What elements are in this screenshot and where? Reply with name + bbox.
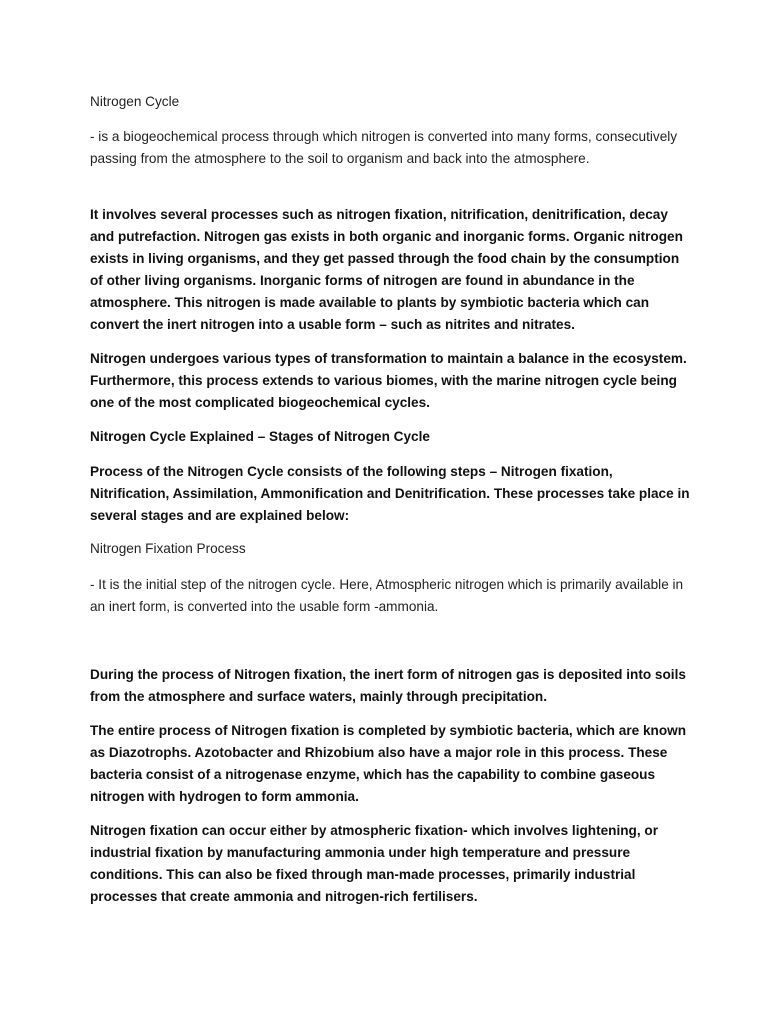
deposition-paragraph: During the process of Nitrogen fixation, the inert form of nitrogen gas is deposited into soils from the atmosphere and surface waters, mainly through precipitation. xyxy=(90,667,686,704)
fixation-subheading: Nitrogen Fixation Process xyxy=(90,541,246,556)
transformation-paragraph: Nitrogen undergoes various types of transformation to maintain a balance in the ecosystem. Furthermore, this process extends to various biomes, with the marine nitrogen cycle being one of the most complicated biogeochemical cycles. xyxy=(90,351,687,410)
processes-paragraph: It involves several processes such as nitrogen fixation, nitrification, denitrification, decay and putrefaction. Nitrogen gas exists in both organic and inorganic forms. Organic nitrogen exists in living organisms, and they get passed through the food chain by the consumption of other living organisms. Inorganic forms of nitrogen are found in abundance in the atmosphere. This nitrogen is made available to plants by symbiotic bacteria which can convert the inert nitrogen into a usable form – such as nitrites and nitrates. xyxy=(90,207,683,332)
fixation-types-paragraph: Nitrogen fixation can occur either by atmospheric fixation- which involves lightening, or industrial fixation by manufacturing ammonia under high temperature and pressure conditions. This can also be fixed through man-made processes, primarily industrial processes that create ammonia and nitrogen-rich fertilisers. xyxy=(90,823,659,904)
stages-heading: Nitrogen Cycle Explained – Stages of Nitrogen Cycle xyxy=(90,429,430,444)
steps-paragraph: Process of the Nitrogen Cycle consists of the following steps – Nitrogen fixation, Nitrification, Assimilation, Ammonification and Denitrification. These processes take place in several stages and are explained below: xyxy=(90,464,690,523)
document-title: Nitrogen Cycle xyxy=(90,94,180,109)
definition-paragraph: - is a biogeochemical process through which nitrogen is converted into many forms, consecutively passing from the atmosphere to the soil to organism and back into the atmosphere. xyxy=(90,129,678,166)
fixation-intro-paragraph: - It is the initial step of the nitrogen cycle. Here, Atmospheric nitrogen which is primarily available in an inert form, is converted into the usable form -ammonia. xyxy=(90,577,684,614)
bacteria-paragraph: The entire process of Nitrogen fixation is completed by symbiotic bacteria, which are known as Diazotrophs. Azotobacter and Rhizobium also have a major role in this process. These bacteria consist of a nitrogenase enzyme, which has the capability to combine gaseous nitrogen with hydrogen to form ammonia. xyxy=(90,723,686,804)
